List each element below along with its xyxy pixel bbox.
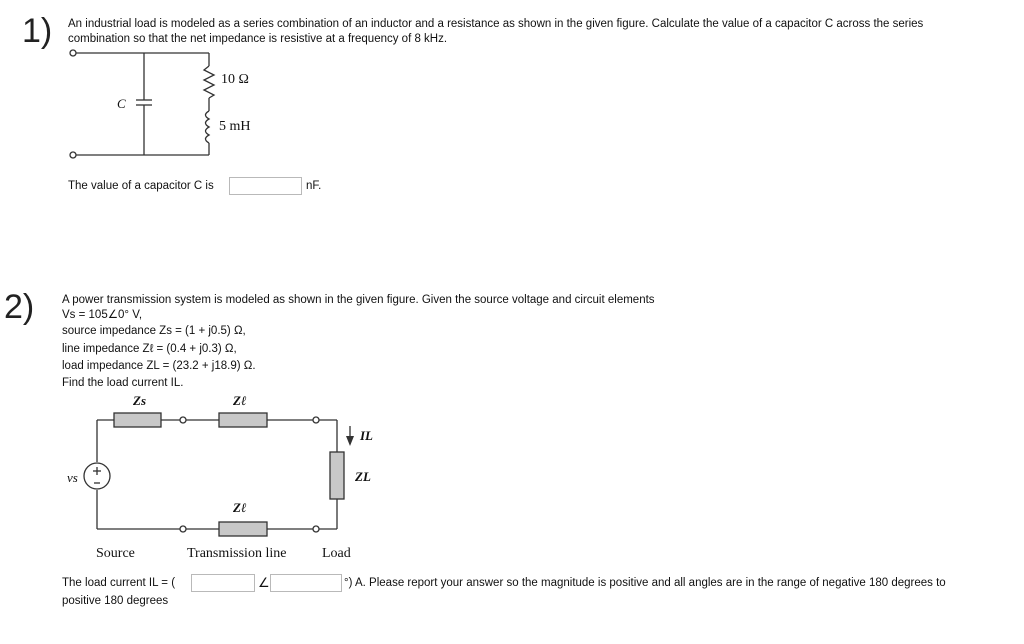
q2-answer-prefix: The load current IL = (: [62, 577, 176, 589]
q1-resistor-label: 10 Ω: [221, 72, 249, 87]
q2-vs-line: Vs = 105∠0° V,: [62, 309, 143, 321]
q2-source-caption: Source: [96, 546, 135, 561]
q2-marker: 2): [4, 288, 35, 326]
q2-circuit-figure: [82, 410, 382, 560]
q2-answer-suffix2: positive 180 degrees: [62, 595, 169, 607]
q2-line-caption: Transmission line: [187, 546, 287, 561]
q1-circuit-figure: [65, 48, 285, 168]
q1-answer-prefix: The value of a capacitor C is: [68, 180, 214, 192]
q2-zload-label: ZL: [355, 469, 371, 484]
q1-prompt-line1: An industrial load is modeled as a series combination of an inductor and a resistance as shown in the given figure. Calculate the value of a capacitor C across the series: [68, 18, 924, 30]
q2-answer-suffix: °) A. Please report your answer so the magnitude is positive and all angles are in the range of negative 180 degrees to: [344, 577, 946, 589]
q2-angle-input[interactable]: [270, 574, 342, 592]
q2-zl-top-label: Zℓ: [233, 393, 247, 408]
q2-zs-label: Zs: [133, 393, 146, 408]
q2-angle-symbol: ∠: [258, 575, 270, 590]
q2-zl-bottom-label: Zℓ: [233, 500, 247, 515]
q2-zs-line: source impedance Zs = (1 + j0.5) Ω,: [62, 325, 246, 337]
q1-marker: 1): [22, 12, 53, 50]
q2-magnitude-input[interactable]: [191, 574, 255, 592]
q1-inductor-label: 5 mH: [219, 119, 251, 134]
q2-load-caption: Load: [322, 546, 351, 561]
q2-il-label: IL: [360, 428, 373, 443]
q2-zl-line: line impedance Zℓ = (0.4 + j0.3) Ω,: [62, 343, 237, 355]
q2-find-line: Find the load current IL.: [62, 377, 184, 389]
q1-cap-label: C: [117, 96, 126, 111]
q1-capacitance-input[interactable]: [229, 177, 302, 195]
q1-prompt-line2: combination so that the net impedance is resistive at a frequency of 8 kHz.: [68, 33, 448, 45]
q1-answer-unit: nF.: [306, 180, 322, 192]
q2-zload-line: load impedance ZL = (23.2 + j18.9) Ω.: [62, 360, 256, 372]
q2-prompt: A power transmission system is modeled as shown in the given figure. Given the source voltage and circuit elements: [62, 294, 655, 306]
q2-vs-label: vs: [67, 470, 78, 485]
